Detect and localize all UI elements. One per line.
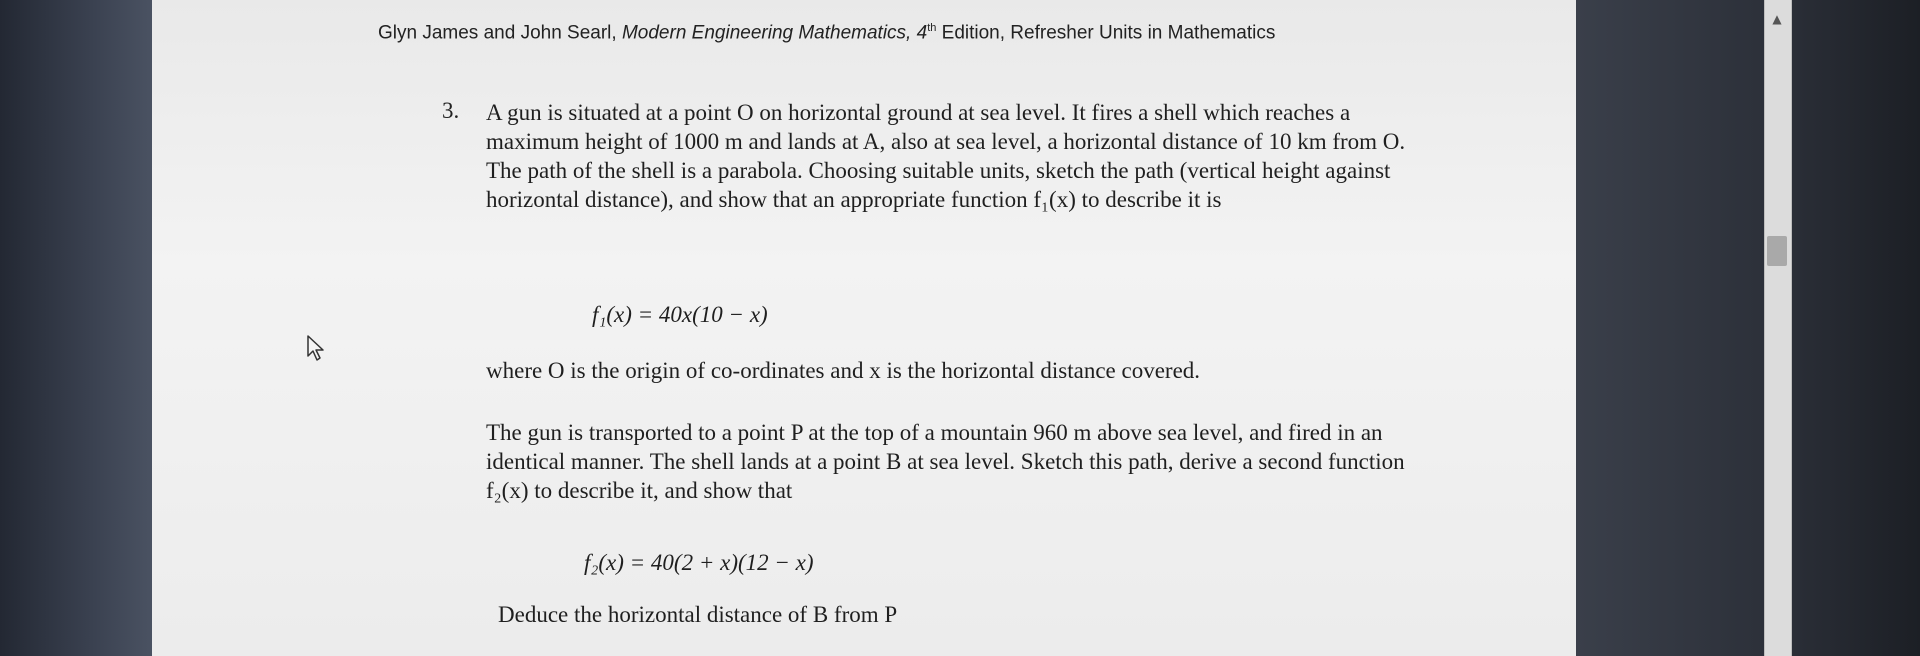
monitor-bezel-right: [1576, 0, 1920, 656]
header-edition-superscript: th: [927, 22, 937, 34]
vertical-scrollbar[interactable]: [1764, 0, 1792, 656]
header-authors: Glyn James and John Searl,: [378, 22, 622, 44]
mouse-pointer-icon: [306, 334, 330, 362]
question-paragraph-4: Deduce the horizontal distance of B from P: [498, 602, 898, 627]
question-paragraph-3: The gun is transported to a point P at the top of a mountain 960 m above sea level, and fired in an identical manner. The shell lands at a point B at sea level. Sketch this path, derive a second function f₂(x) to describe it, and show that: [486, 420, 1405, 503]
scrollbar-thumb[interactable]: [1767, 236, 1787, 266]
scroll-up-arrow-icon[interactable]: ▲: [1772, 12, 1782, 26]
equation-f1: f₁(x) = 40x(10 − x): [592, 302, 768, 327]
header-suffix: Edition, Refresher Units in Mathematics: [936, 22, 1276, 44]
monitor-bezel-left: [0, 0, 152, 656]
question-number: 3.: [442, 98, 460, 123]
question-paragraph-1: A gun is situated at a point O on horizontal ground at sea level. It fires a shell which reaches a maximum height of 1000 m and lands at A, also at sea level, a horizontal distance of 10 km from O. The path of the shell is a parabola. Choosing suitable units, sketch the path (vertical height against horizontal distance), and show that an appropriate function f₁(x) to describe it is: [486, 100, 1406, 212]
equation-f2: f₂(x) = 40(2 + x)(12 − x): [584, 550, 814, 575]
question-paragraph-2: where O is the origin of co-ordinates and x is the horizontal distance covered.: [486, 358, 1201, 383]
header-book-title: Modern Engineering Mathematics, 4: [621, 22, 928, 44]
document-header: [378, 22, 1418, 44]
